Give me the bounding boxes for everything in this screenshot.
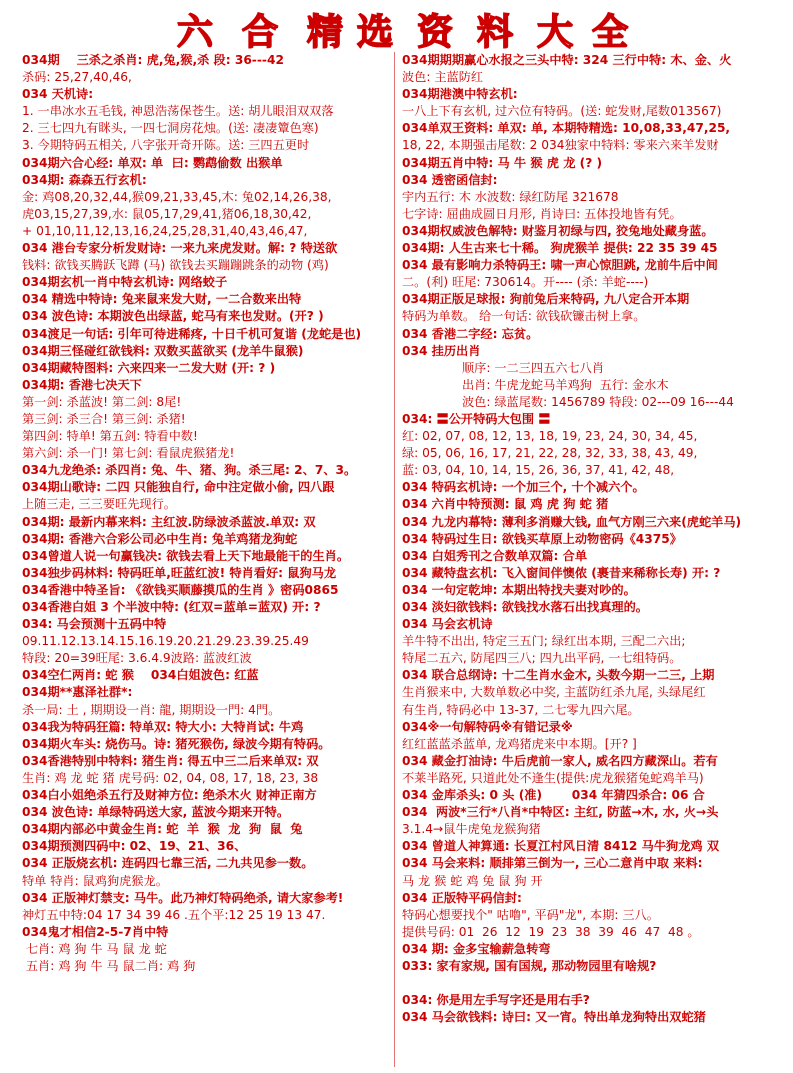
- right-line: 034 特码过生日: 欲钱买草原上动物密码《4375》: [402, 531, 682, 546]
- right-line: 有生肖, 特码必中 13-37, 二七零九四六尾。: [402, 702, 640, 717]
- right-line: 034期: 人生古来七十稀。 狗虎猴羊 提供: 22 35 39 45: [402, 241, 718, 256]
- left-line: 034 波色诗: 单绿特码送大家, 蓝波今期来开特。: [22, 805, 290, 820]
- left-line: 2. 三七四九有眯头, 一四七洞房花烛。(送: 凄凄簟色寒): [22, 121, 319, 136]
- right-line: 034期五肖中特: 马 牛 猴 虎 龙 (? ): [402, 155, 603, 170]
- right-line: 提供号码: 01 26 12 19 23 38 39 46 47 48 。: [402, 924, 700, 939]
- right-line: 034※一句解特码※有错记录※: [402, 719, 573, 734]
- title-char: 全: [591, 12, 629, 53]
- right-line: 034 最有影响力杀特码王: 啸一声心惊胆跳, 龙前牛后中间: [402, 258, 718, 273]
- left-line: 第六剑: 杀一门! 第七剑: 看鼠虎猴猪龙!: [22, 446, 235, 461]
- left-line: 生肖: 鸡 龙 蛇 猪 虎号码: 02, 04, 08, 17, 18, 23, 38: [22, 770, 319, 785]
- left-line: 034渡足一句话: 引年可待进稀疼, 十日千机可复谐 (龙蛇是也): [22, 326, 362, 341]
- left-line: 特段: 20=39旺尾: 3.6.4.9波路: 蓝波红波: [22, 651, 252, 666]
- left-line: 034期内部必中黄金生肖: 蛇 羊 猴 龙 狗 鼠 兔: [22, 822, 303, 837]
- right-line: 034 透密函信封:: [402, 172, 498, 187]
- right-line: 034 马会玄机诗: [402, 617, 493, 632]
- title-char: 合: [241, 12, 279, 53]
- right-line: 红: 02, 07, 08, 12, 13, 18, 19, 23, 24, 30, 34, 45,: [402, 429, 698, 444]
- left-line: 第四剑: 特单! 第五剑: 特看中数!: [22, 429, 198, 444]
- right-line: 特码为单数。 给一句话: 欲钱砍镰击树上拿。: [402, 309, 646, 324]
- right-line: 034期期期赢心水报之三头中特: 324 三行中特: 木、金、火: [402, 53, 732, 67]
- right-line: 生肖猴来中, 大数单数必中奖, 主蓝防红杀九尾, 头绿尾红: [402, 685, 706, 700]
- title-char: 精: [306, 12, 344, 53]
- right-line: 蓝: 03, 04, 10, 14, 15, 26, 36, 37, 41, 42, 48,: [402, 463, 675, 478]
- left-line: 034鬼才相信2-5-7肖中特: [22, 924, 169, 939]
- left-line: 3. 今期特码五相关, 八字张开奇开陈。送: 三四五更时: [22, 138, 310, 153]
- right-line: 波色: 绿蓝尾数: 1456789 特段: 02---09 16---44: [462, 394, 734, 409]
- left-line: 034白小姐绝杀五行及财神方位: 绝杀木火 财神正南方: [22, 788, 317, 803]
- title-char: 大: [536, 12, 574, 53]
- page-title: [0, 6, 793, 56]
- left-column: [22, 52, 407, 1069]
- right-line: 034 金库杀头: 0 头 (准) 034 年猜四杀合: 06 合: [402, 788, 705, 803]
- right-line: 034 藏金打油诗: 牛后虎前一家人, 威名四方藏深山。若有: [402, 753, 718, 768]
- left-line: 09.11.12.13.14.15.16.19.20.21.29.23.39.25.49: [22, 634, 309, 649]
- left-line: 034期火车头: 烧伤马。诗: 猪死猴伤, 绿波今期有特码。: [22, 736, 331, 751]
- right-line: 034单双王资料: 单双: 单, 本期特精选: 10,08,33,47,25,: [402, 121, 731, 136]
- right-line: 034 一句定乾坤: 本期出特找夫妻对吵的。: [402, 582, 636, 597]
- right-line: 红红蓝蓝杀蓝单, 龙鸡猪虎来中本期。[开? ]: [402, 736, 637, 751]
- left-line: 杀码: 25,27,40,46,: [22, 70, 132, 85]
- left-line: 034九龙绝杀: 杀四肖: 兔、牛、猪、狗。杀三尾: 2、7、3。: [22, 463, 357, 478]
- left-line: 七肖: 鸡 狗 牛 马 鼠 龙 蛇: [22, 941, 167, 956]
- right-line: 034 淡妇欲钱料: 欲钱找水落石出找真理的。: [402, 600, 648, 614]
- left-line: 特单 特肖: 鼠鸡狗虎猴龙。: [22, 873, 168, 888]
- right-line: 波色: 主蓝防红: [402, 70, 484, 85]
- title-banner: [0, 6, 793, 56]
- left-line: + 01,10,11,12,13,16,24,25,28,31,40,43,46,47,: [22, 223, 308, 238]
- right-line: 七字诗: 屈曲成圆日月形, 肖诗曰: 五体投地皆有凭。: [402, 206, 682, 221]
- left-line: 034期**惠泽社群*:: [22, 685, 133, 700]
- right-line: 034期权威波色解特: 财鉴月初绿与四, 狡兔地处藏身蓝。: [402, 223, 714, 238]
- left-line: 034期山歌诗: 二四 只能独自行, 命中注定做小偷, 四八跟: [22, 480, 335, 495]
- left-line: 034期三怪碰红欲钱料: 双数买蓝欲买 (龙羊牛鼠猴): [22, 343, 304, 358]
- right-line: 034 九龙内幕特: 薄利多消赚大钱, 血气方刚三六来(虎蛇羊马): [402, 514, 742, 529]
- right-line: 034 正版特平码信封:: [402, 890, 522, 905]
- left-line: 034 波色诗: 本期波色出绿蓝, 蛇马有来也发财。(开? ): [22, 309, 324, 324]
- right-line: [402, 975, 784, 992]
- left-line: 1. 一串冰水五毛钱, 神恩浩荡保苍生。送: 胡儿眼泪双双落: [22, 104, 334, 119]
- right-line: 034 藏特盘玄机: 飞入窗间伴懊侬 (裹昔来稀称长寿) 开: ?: [402, 565, 721, 580]
- left-line: 034期预测四码中: 02、19、21、36、: [22, 839, 247, 854]
- right-line: 034 马会欲钱料: 诗曰: 又一宵。特出单龙狗特出双蛇猪: [402, 1010, 706, 1025]
- right-line: 034 挂历出肖: [402, 343, 481, 358]
- right-line: 特码心想要找个" 咕噜", 平码"龙", 本期: 三八。: [402, 907, 659, 922]
- right-line: 宇内五行: 木 水波数: 绿红防尾 321678: [402, 189, 619, 204]
- left-line: 034香港白姐 3 个半波中特: (红双=蓝单=蓝双) 开: ?: [22, 600, 321, 614]
- right-line: 033: 家有家规, 国有国规, 那动物园里有啥规?: [402, 958, 657, 973]
- right-line: 一八上下有玄机, 过六位有特码。(送: 蛇发财,尾数013567): [402, 104, 722, 119]
- left-line: 034期: 香港六合彩公司必中生肖: 兔羊鸡猪龙狗蛇: [22, 531, 298, 546]
- right-line: 034期正版足球报: 狗前兔后来特码, 九八定合开本期: [402, 292, 690, 307]
- left-line: 034 正版神灯禁支: 马牛。此乃神灯特码绝杀, 请大家参考!: [22, 890, 344, 905]
- right-line: 034 曾道人神算通: 长夏江村风日清 8412 马牛狗龙鸡 双: [402, 839, 720, 854]
- left-line: 034期: 最新内幕来料: 主红波.防绿波杀蓝波.单双: 双: [22, 514, 316, 529]
- left-line: 034我为特码狂篇: 特单双: 特大小: 大特肖试: 牛鸡: [22, 719, 304, 734]
- left-line: 034期藏特图料: 六来四来一二发大财 (开: ? ): [22, 360, 276, 375]
- right-line: 18, 22, 本期强击尾数: 2 034独家中特料: 零来六来羊发财: [402, 138, 719, 153]
- right-line: 034 两波*三行*八肖*中特区: 主红, 防蓝→木, 水, 火→头: [402, 805, 719, 820]
- right-line: 034: 你是用左手写字还是用右手?: [402, 993, 590, 1008]
- left-line: 034期六合心经: 单双: 单 曰: 鹦鹉偷数 出猴单: [22, 155, 283, 170]
- right-line: 034 白姐秀刊之合数单双篇: 合单: [402, 548, 588, 563]
- right-line: 034 马会来料: 顺排第三倒为一, 三心二意肖中取 来料:: [402, 856, 703, 871]
- right-line: 034期港澳中特玄机:: [402, 87, 518, 102]
- left-line: 034独步码林料: 特码旺单,旺蓝红波! 特肖看好: 鼠狗马龙: [22, 565, 337, 580]
- left-line: 034香港特别中特料: 猪生肖: 得五中三二后来单双: 双: [22, 753, 319, 768]
- title-char: 六: [176, 12, 214, 53]
- right-line: 034 特码玄机诗: 一个加三个, 十个减六个。: [402, 480, 645, 495]
- right-line: 出肖: 牛虎龙蛇马羊鸡狗 五行: 金水木: [462, 377, 669, 392]
- left-line: 034: 马会预测十五码中特: [22, 617, 167, 632]
- left-line: 034期 三杀之杀肖: 虎,兔,猴,杀 段: 36---42: [22, 53, 284, 67]
- right-line: 3.1.4→鼠牛虎兔龙猴狗猪: [402, 822, 541, 837]
- right-line: 绿: 05, 06, 16, 17, 21, 22, 28, 32, 33, 38, 43, 49,: [402, 446, 698, 461]
- title-char: 资: [416, 12, 454, 53]
- left-line: 钱料: 欲钱买腾跃飞蹲 (马) 欲钱去买蹦蹦跳条的动物 (鸡): [22, 258, 329, 273]
- left-line: 034 港台专家分析发财诗: 一来九来虎发财。解: ? 特送欲: [22, 241, 338, 256]
- left-line: 034 精选中特诗: 兔来鼠来发大财, 一二合数来出特: [22, 292, 302, 307]
- left-line: 杀一局: 土 , 期期设一肖: 龍, 期期设一門: 4門。: [22, 702, 281, 717]
- right-line: 二。(利) 旺尾: 730614。开---- (杀: 羊蛇----): [402, 275, 649, 290]
- left-line: 034期: 森森五行玄机:: [22, 172, 147, 187]
- title-char: 料: [476, 12, 514, 53]
- left-line: 034期玄机一肖中特玄机诗: 网络蛟子: [22, 275, 228, 290]
- right-line: 034 联合总纲诗: 十二生肖水金木, 头数今期一二三, 上期: [402, 668, 715, 683]
- right-line: 034 香港二字经: 忘贫。: [402, 326, 539, 341]
- left-line: 上随三走, 三三要旺先现行。: [22, 497, 176, 512]
- left-line: 034 正版烧玄机: 连码四七靠三活, 二九共见参一数。: [22, 856, 314, 871]
- left-line: 034 天机诗:: [22, 87, 94, 102]
- left-line: 034期: 香港七决天下: [22, 377, 142, 392]
- right-line: 顺序: 一二三四五六七八肖: [462, 360, 605, 375]
- right-column: [402, 52, 784, 1069]
- right-line: 034 期: 金多宝输薪急转弯: [402, 941, 551, 956]
- left-line: 034曾道人说一句赢钱决: 欲钱去看上天下地最能干的生肖。: [22, 548, 350, 563]
- right-line: 特尾二五六, 防尾四三八; 四九出平码, 一七组特码。: [402, 651, 682, 666]
- left-line: 虎03,15,27,39,水: 鼠05,17,29,41,猪06,18,30,42,: [22, 206, 312, 221]
- right-line: 034: 〓公开特码大包围 〓: [402, 411, 551, 426]
- left-line: 五肖: 鸡 狗 牛 马 鼠二肖: 鸡 狗: [22, 958, 196, 973]
- left-line: 第一剑: 杀蓝波! 第二剑: 8尾!: [22, 394, 182, 409]
- left-line: 034空仁两肖: 蛇 猴 034白姐波色: 红蓝: [22, 668, 259, 683]
- left-line: 第三剑: 杀三合! 第三剑: 杀猪!: [22, 411, 186, 426]
- left-line: 金: 鸡08,20,32,44,猴09,21,33,45,木: 兔02,14,26,38,: [22, 189, 332, 204]
- left-line: 034香港中特圣旨: 《欲钱买顺藤摸瓜的生肖 》密码0865: [22, 582, 339, 597]
- right-line: 马 龙 猴 蛇 鸡 兔 鼠 狗 开: [402, 873, 543, 888]
- left-line: 神灯五中特:04 17 34 39 46 .五个平:12 25 19 13 47.: [22, 907, 326, 922]
- right-line: 不莱半路死, 只道此处不逢生(提供:虎龙猴猪兔蛇鸡羊马): [402, 770, 704, 785]
- right-line: 034 六肖中特预测: 鼠 鸡 虎 狗 蛇 猪: [402, 497, 609, 512]
- title-char: 选: [356, 12, 394, 53]
- right-line: 羊牛特不出出, 特定三五门; 绿红出本期, 三配二六出;: [402, 634, 686, 649]
